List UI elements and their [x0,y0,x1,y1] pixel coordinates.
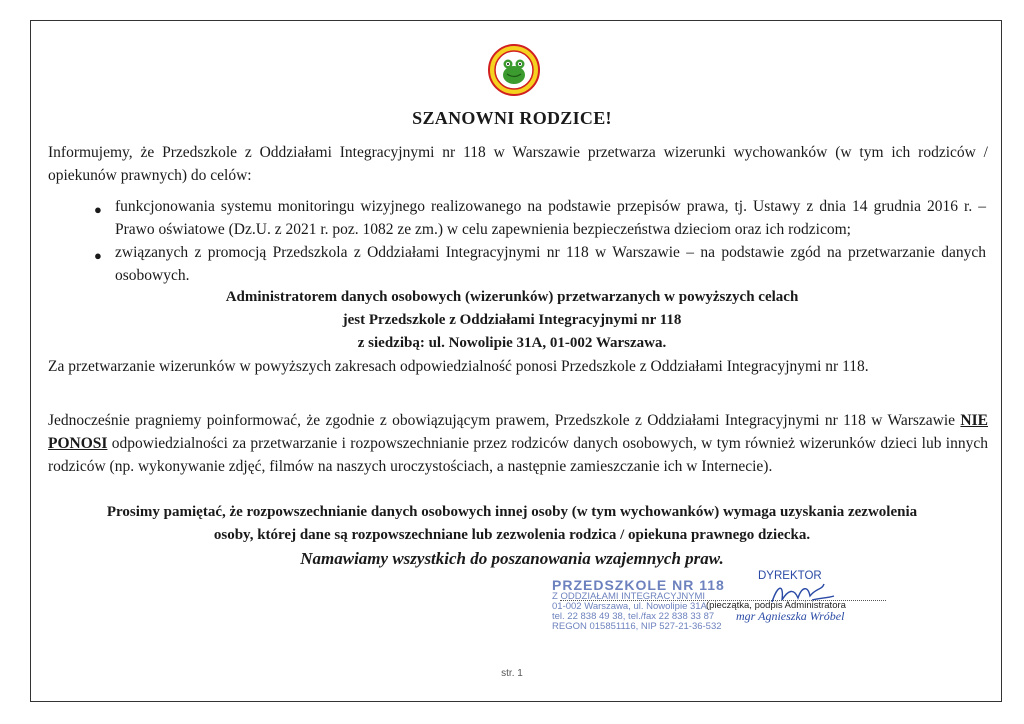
stamp-line: 01-002 Warszawa, ul. Nowolipie 31A [552,601,707,612]
appeal-line: Namawiamy wszystkich do poszanowania wzajemnych praw. [300,549,724,568]
nie-ponosi-emphasis: NIE PONOSI [48,412,988,452]
page-number: str. 1 [501,668,523,679]
bullet-item-promotion: związanych z promocją Przedszkola z Oddziałami Integracyjnymi nr 118 w Warszawie – na podstawie zgód na przetwarzanie danych osobowych. [115,244,986,284]
director-name: mgr Agnieszka Wróbel [736,609,845,623]
frog-logo-icon [488,44,540,96]
information-text-continued: odpowiedzialności za przetwarzanie i rozpowszechnianie przez rodziców danych osobowych, w tym również wizerunków dzieci lub innych rodziców (np. wykonywanie zdjęć, filmów na naszych uroczystościach, a następnie zamieszczanie ich w Internecie). [48,435,988,475]
bullet-item-monitoring: funkcjonowania systemu monitoringu wizyjnego realizowanego na podstawie przepisów prawa, tj. Ustawy z dnia 14 grudnia 2016 r. – Prawo oświatowe (Dz.U. z 2021 r. poz. 1082 ze zm.) w celu zapewnienia bezpieczeństwa dzieciom oraz ich rodzicom; [115,198,986,238]
information-paragraph [48,409,988,478]
stamp-line: Z ODDZIAŁAMI INTEGRACYJNYMI [552,591,706,602]
institution-stamp [552,577,725,632]
administrator-line: Administratorem danych osobowych (wizerunków) przetwarzanych w powyższych celach [225,289,799,305]
responsibility-paragraph: Za przetwarzanie wizerunków w powyższych zakresach odpowiedzialność ponosi Przedszkole z Oddziałami Integracyjnymi nr 118. [48,358,869,375]
page-title: SZANOWNI RODZICE! [412,108,612,128]
bullet-dot: ● [94,202,102,217]
information-text: Jednocześnie pragniemy poinformować, że zgodnie z obowiązującym prawem, Przedszkole z Oddziałami Integracyjnymi nr 118 w Warszawie [48,412,961,429]
signature-caption: (pieczątka, podpis Administratora [706,600,846,611]
stamp-line: tel. 22 838 49 38, tel./fax 22 838 33 87 [552,611,715,622]
director-title: DYREKTOR [758,570,822,582]
intro-paragraph: Informujemy, że Przedszkole z Oddziałami Integracyjnymi nr 118 w Warszawie przetwarza wizerunki wychowanków (w tym ich rodziców / opiekunów prawnych) do celów: [48,144,988,184]
bullet-dot: ● [94,248,102,263]
stamp-line: REGON 015851116, NIP 527-21-36-532 [552,621,722,632]
handwritten-signature [768,580,838,608]
request-line-continued: osoby, której dane są rozpowszechniane lub zezwolenia rodzica / opiekuna prawnego dziecka. [213,527,811,543]
request-line: Prosimy pamiętać, że rozpowszechnianie danych osobowych innej osoby (w tym wychowanków) wymaga uzyskania zezwolenia [106,504,918,520]
stamp-line: PRZEDSZKOLE NR 118 [552,577,725,593]
administrator-name-line: jest Przedszkole z Oddziałami Integracyjnymi nr 118 [342,312,682,328]
administrator-address-line: z siedzibą: ul. Nowolipie 31A, 01-002 Warszawa. [357,335,667,351]
